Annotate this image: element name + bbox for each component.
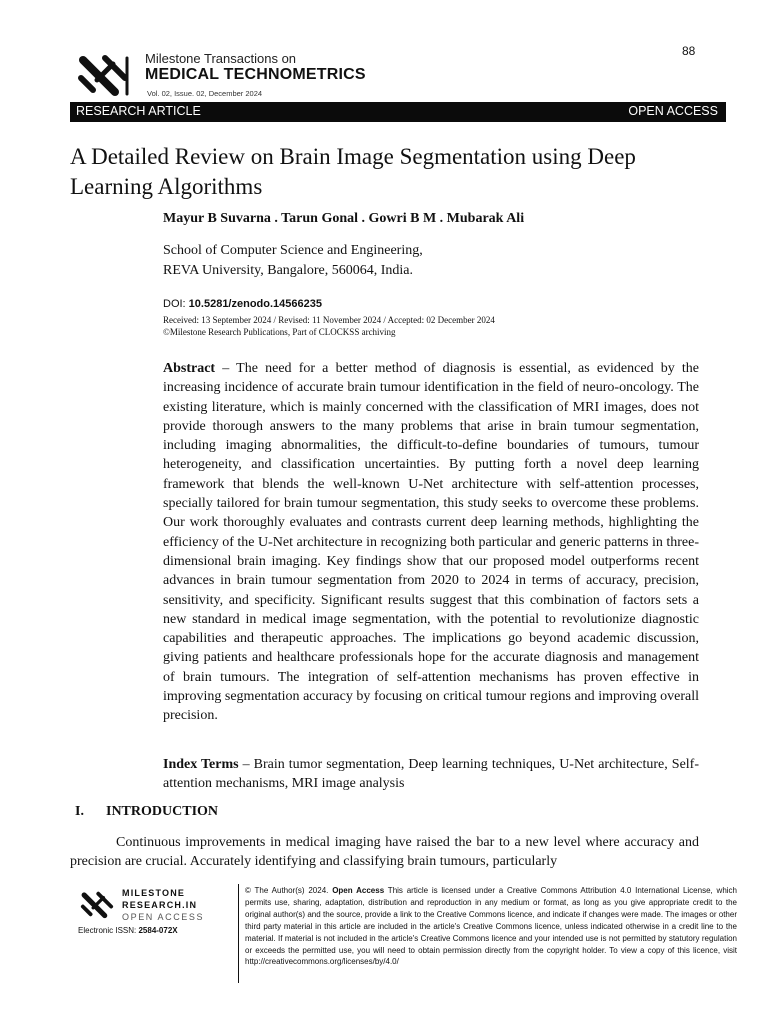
journal-name-line1: Milestone Transactions on [145, 51, 297, 66]
abstract-label: Abstract [163, 361, 216, 376]
introduction-paragraph: Continuous improvements in medical imaging have raised the bar to a new level where accuracy and precision are crucial. Accurately identifying and classifying brain tumours, particularly [70, 835, 699, 870]
submission-dates: Received: 13 September 2024 / Revised: 11 November 2024 / Accepted: 02 December 2024 [163, 315, 495, 325]
footer-logo-icon [79, 888, 115, 920]
journal-name-line2: MEDICAL TECHNOMETRICS [145, 66, 366, 83]
doi[interactable] [163, 298, 322, 310]
section-heading-introduction [75, 804, 218, 820]
abstract [163, 359, 699, 726]
footer-divider [238, 884, 239, 983]
electronic-issn [78, 926, 178, 935]
paper-title: A Detailed Review on Brain Image Segmentation using Deep Learning Algorithms [70, 144, 636, 199]
archive-notice: ©Milestone Research Publications, Part of CLOCKSS archiving [163, 327, 396, 337]
milestone-logo-icon [75, 50, 131, 98]
doi-value[interactable]: 10.5281/zenodo.14566235 [188, 298, 322, 310]
license-notice [245, 885, 737, 968]
issn-label: Electronic ISSN: [78, 926, 139, 935]
license-text: This article is licensed under a Creative Commons Attribution 4.0 International License, which permits use, sharing, adaptation, distribution and reproduction in any medium or format, as long as you give appropriate credit to the original author(s) and the source, provide a link to the Creative Commons licence, and indicate if changes were made. The images or other third party material in this article are included in the article's Creative Commons licence, unless indicated otherwise in a credit line to the material. If material is not included in the article's Creative Commons licence and your intended use is not permitted by statutory regulation or exceeds the permitted use, you will need to obtain permission directly from the copyright holder. To view a copy of this licence, visit http://creativecommons.org/licenses/by/4.0/ [245, 886, 738, 967]
license-open-access: Open Access [332, 886, 385, 895]
issn-value: 2584-072X [138, 926, 178, 935]
footer-brand-line1: MILESTONE [122, 888, 186, 898]
index-terms-text: – Brain tumor segmentation, Deep learning techniques, U-Net architecture, Self-attention mechanisms, MRI image analysis [163, 757, 699, 792]
license-prefix: © The Author(s) 2024. [245, 886, 333, 895]
affiliation-line2: REVA University, Bangalore, 560064, India. [163, 263, 414, 278]
index-terms [163, 755, 699, 794]
index-terms-label: Index Terms [163, 757, 239, 772]
author-list: Mayur B Suvarna . Tarun Gonal . Gowri B M . Mubarak Ali [163, 211, 525, 226]
open-access-label: OPEN ACCESS [628, 104, 718, 118]
affiliation [163, 241, 423, 281]
section-number: I. [75, 804, 84, 819]
footer-brand-line2: RESEARCH.IN [122, 900, 198, 910]
article-type-label: RESEARCH ARTICLE [76, 104, 201, 118]
section-title: INTRODUCTION [106, 804, 219, 819]
abstract-text: – The need for a better method of diagnosis is essential, as evidenced by the increasing incidence of accurate brain tumour identification in the field of neuro-oncology. The existing literature, which is mainly concerned with the classification of MRI images, does not provide thorough answers to the many problems that arise in brain tumour segmentation, including imaging abnormalities, the difficult-to-define boundaries of tumours, tumour heterogeneity, and classification uncertainties. By putting forth a novel deep learning framework that blends the well-known U-Net architecture with self-attention processes, specially tailored for brain tumour segmentation, this study seeks to overcome these problems. Our work thoroughly evaluates and contrasts current deep learning methods, highlighting the efficiency of the U-Net architecture in recognizing both particular and generic patterns in three-dimensional brain imaging. Key findings show that our proposed model outperforms recent advances in brain tumour segmentation from 2020 to 2024 in terms of accuracy, precision, sensitivity, and specificity. Significant results suggest that this combination of factors sets a new standard in medical image segmentation, with the potential to revolutionize diagnostic capabilities and therapeutic approaches. The implications go beyond academic discussion, giving patients and healthcare professionals hope for the accurate diagnosis and management of brain tumours. The integration of self-attention mechanisms has proven effective in improving segmentation accuracy by focusing on critical tumour regions and improving overall precision. [163, 361, 699, 724]
doi-label: DOI: [163, 298, 189, 310]
affiliation-line1: School of Computer Science and Engineering, [163, 243, 423, 258]
article-type-banner [70, 102, 726, 122]
page-number: 88 [682, 44, 696, 58]
journal-issue: Vol. 02, Issue. 02, December 2024 [147, 89, 263, 98]
footer-brand-line3: OPEN ACCESS [122, 912, 205, 922]
